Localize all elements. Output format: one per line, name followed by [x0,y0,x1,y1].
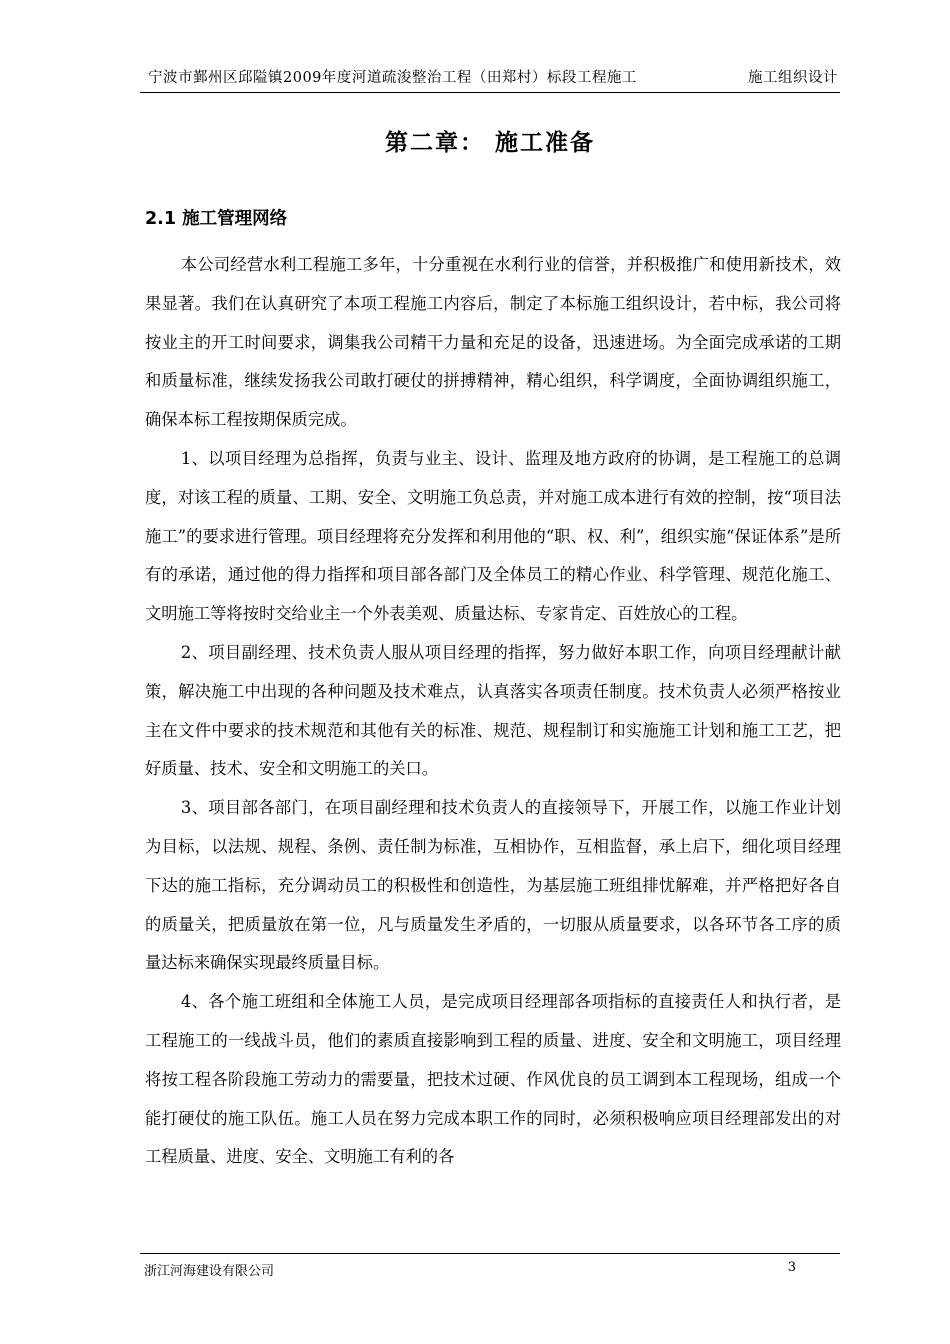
header-doc-type: 施工组织设计 [748,70,838,86]
paragraph-item-4: 4、各个施工班组和全体施工人员，是完成项目经理部各项指标的直接责任人和执行者，是工程施工的一线战斗员，他们的素质直接影响到工程的质量、进度、安全和文明施工，项目经理将按工程各阶段施工劳动力的需要量，把技术过硬、作风优良的员工调到本工程现场，组成一个能打硬仗的施工队伍。施工人员在努力完成本职工作的同时，必须积极响应项目经理部发出的对工程质量、进度、安全、文明施工有利的各 [145,992,841,1167]
paragraph-item-3: 3、项目部各部门，在项目副经理和技术负责人的直接领导下，开展工作，以施工作业计划为目标，以法规、规程、条例、责任制为标准，互相协作，互相监督，承上启下，细化项目经理下达的施工指标，充分调动员工的积极性和创造性，为基层施工班组排忧解难，并严格把好各自的质量关，把质量放在第一位，凡与质量发生矛盾的，一切服从质量要求，以各环节各工序的质量达标来确保实现最终质量目标。 [145,798,841,973]
page-footer [140,1253,840,1280]
chapter-title: 第二章： 施工准备 [384,129,595,156]
paragraph-item-2: 2、项目副经理、技术负责人服从项目经理的指挥，努力做好本职工作，向项目经理献计献策，解决施工中出现的各种问题及技术难点，认真落实各项责任制度。技术负责人必须严格按业主在文件中要求的技术规范和其他有关的标准、规范、规程制订和实施施工计划和施工工艺，把好质量、技术、安全和文明施工的关口。 [145,642,841,779]
footer-page-number: 3 [787,1260,796,1275]
paragraph-item-1: 1、以项目经理为总指挥，负责与业主、设计、监理及地方政府的协调，是工程施工的总调度，对该工程的质量、工期、安全、文明施工负总责，并对施工成本进行有效的控制，按“项目法施工”的要求进行管理。项目经理将充分发挥和利用他的“职、权、利”，组织实施“保证体系”是所有的承诺，通过他的得力指挥和项目部各部门及全体员工的精心作业、科学管理、规范化施工、文明施工等将按时交给业主一个外表美观、质量达标、专家肯定、百姓放心的工程。 [145,448,841,624]
paragraph-intro: 本公司经营水利工程施工多年，十分重视在水利行业的信誉，并积极推广和使用新技术，效果显著。我们在认真研究了本项工程施工内容后，制定了本标施工组织设计，若中标，我公司将按业主的开工时间要求，调集我公司精干力量和充足的设备，迅速进场。为全面完成承诺的工期和质量标准，继续发扬我公司敢打硬仗的拼搏精神，精心组织，科学调度，全面协调组织施工，确保本标工程按期保质完成。 [145,255,841,430]
page-header [140,62,840,93]
header-project-title: 宁波市鄞州区邱隘镇2009年度河道疏浚整治工程（田郑村）标段工程施工 [148,70,637,86]
footer-company: 浙江河海建设有限公司 [144,1264,275,1279]
body-text [145,246,841,1177]
section-title: 2.1 施工管理网络 [145,209,288,229]
